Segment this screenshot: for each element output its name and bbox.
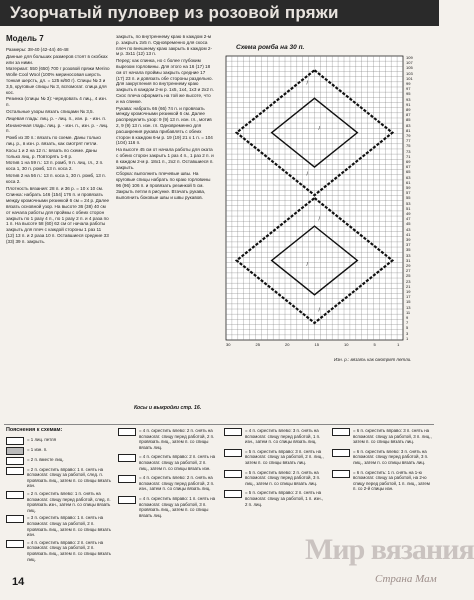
cross-left-symbol-icon <box>224 470 242 478</box>
row-number: 15 <box>406 299 411 305</box>
row-number: 85 <box>406 117 411 123</box>
legend-item: = 2 п. скрестить влево: 1 п. снять на вспомогат. спицу перед работой, след. п. провязать изн., затем п. со спицы вязать лиц. <box>6 491 114 513</box>
legend-item: = 1 изн. п. <box>6 447 114 455</box>
watermark-logo <box>305 533 474 595</box>
row-number: 81 <box>406 127 411 133</box>
row-number: 9 <box>406 315 409 320</box>
row-number: 83 <box>406 122 411 128</box>
row-number: 7 <box>406 320 409 326</box>
row-number: 57 <box>406 190 411 196</box>
row-number: 79 <box>406 133 411 138</box>
chart-title: Схема ромба на 30 п. <box>236 44 305 51</box>
cross-left-symbol-icon <box>224 428 242 436</box>
column-number: 20 <box>285 342 290 347</box>
legend-item: = 6 п. скрестить: 1 п. снять на 1-ю вспомогат. спицу за работой, на 2-ю спицу перед работой, 1 п. лиц., затем п. со 2-й спицы изн. <box>332 470 434 492</box>
row-number: 11 <box>406 309 411 315</box>
column-number: 15 <box>314 342 319 347</box>
legend-item: = 4 п. скрестить вправо: 1 п. снять на вспомогат. спицу за работой, 3 п. провязать лиц., затем п. со спицы вязать лиц. <box>118 496 216 518</box>
left-text-column <box>6 34 110 415</box>
row-number: 61 <box>406 179 411 185</box>
paragraph: На высоте 45 см от начала работы для оката с обеих сторон закрыть 1 раз 4 п., 1 раз 2 п. и в каждом 2-м р. 18х1 п., 2х2 п. Оставшиеся п. закрыть. <box>116 147 214 170</box>
page-number: 14 <box>12 576 25 588</box>
paragraph: Остальные узоры вязать спицами № 3,5. <box>6 108 94 114</box>
row-number: 39 <box>406 237 411 242</box>
row-number: 37 <box>406 242 411 248</box>
paragraph: Рукава: набрать 66 (66) 74 п. и провязать между кромочными резинкой 6 см. Далее распределить узор: 9 (9) 13 п. изн. гл., мотив 2, 9 (9) 13 п. изн. гл. Одновременно для расширения рукава прибавлять с обеих сторон в каждом 6-м р. 19 (19) 21 х 1 п. = 104 (104) 116 п. <box>116 105 213 146</box>
row-number: 17 <box>406 294 411 300</box>
patterns-reference-caption: Косы и выкройки стр. 16. <box>134 405 202 411</box>
cross-left-symbol-icon <box>118 428 136 436</box>
cross-right-symbol-icon <box>224 449 242 457</box>
row-number: 93 <box>406 96 411 102</box>
paragraph: закрыть, по внутреннему краю в каждом 2-м р. закрыть 2х5 п. Одновременно для скоса плеч по внешнему краю закрыть в каждом 2-м р. 3х11 (12) 13 п. <box>116 34 213 57</box>
cross-right-symbol-icon <box>6 467 24 475</box>
watermark-subtitle: Страна Мам <box>375 573 437 585</box>
paragraph: Косы 1 и 2 на 12 п.: вязать по схеме. Даны только лиц. р. Повторять 1-8 р. <box>6 147 98 159</box>
paragraph: Перед: как спинка, но с более глубоким вырезом горловины. Для этого на 16 (17) 18 см от начала проймы закрыть средние 17 (17) 23 п. и довязать обе стороны раздельно. Для закругления по внутреннему краю закрыть в каждом 2-м р. 1х5, 1х4, 1х3 и 2х2 п. Скос плеча оформить на той же высоте, что и на спинке. <box>116 58 214 104</box>
paragraph: Сборка: выполнить плечевые швы. На круговые спицы набрать по краю горловины 96 (96) 106 п. и провязать резинкой 5 см. Закрыть петли в рисунке. Втачать рукава, выполнить боковые швы и швы рукавов. <box>116 171 211 200</box>
paragraph: Резинка (спицы № 3): чередовать 4 лиц., 4 изн. п. <box>6 96 108 108</box>
row-number: 45 <box>406 221 411 227</box>
column-number: 30 <box>226 342 231 347</box>
row-number: 69 <box>406 159 411 164</box>
stitch-symbol: / <box>318 216 320 223</box>
legend-column-4 <box>332 428 434 538</box>
cross-right-symbol-icon <box>118 496 136 504</box>
legend-item: = 1 лиц. петля <box>6 437 114 445</box>
stitch-symbol: / <box>306 262 308 269</box>
cross-left-symbol-icon <box>118 475 136 483</box>
row-number: 89 <box>406 107 411 112</box>
legend-item: = 2 п. вместе лиц. <box>6 457 114 465</box>
row-number: 3 <box>406 330 409 336</box>
row-number: 43 <box>406 226 411 232</box>
legend-column-2 <box>118 428 216 588</box>
row-number: 29 <box>406 263 411 268</box>
cross-left-symbol-icon <box>6 491 24 499</box>
knit-symbol-icon <box>6 437 24 445</box>
row-number: 101 <box>406 75 413 81</box>
cross-left-symbol-icon <box>332 449 350 457</box>
row-number: 55 <box>406 195 411 201</box>
paragraph: Данные для больших размеров стоят в скобках или за ними. <box>6 53 108 65</box>
legend <box>6 428 114 593</box>
header-banner <box>0 0 439 26</box>
knitting-chart-grid <box>226 56 403 340</box>
row-number: 21 <box>406 283 411 289</box>
row-number: 25 <box>406 273 411 279</box>
column-number: 1 <box>397 342 400 347</box>
legend-item: = 4 п. скрестить вправо: 2 п. снять на вспомогат. спицу за работой, 2 п. провязать лиц., затем п. со спицы вязать лиц. <box>6 540 114 562</box>
row-number: 105 <box>406 65 413 71</box>
row-number: 73 <box>406 148 411 154</box>
stitch-symbol: / <box>318 307 320 314</box>
row-number: 53 <box>406 200 411 206</box>
legend-item: = 2 п. скрестить вправо: 1 п. снять на вспомогат. спицу за работой, след. п. провязать лиц., затем п. со спицы вязать изн. <box>6 467 114 489</box>
paragraph: Лицевая гладь: лиц. р. - лиц. п., изн. р. - изн. п. <box>6 115 107 121</box>
column-number: 10 <box>344 342 349 347</box>
paragraph: Ромб из 30 п.: вязать по схеме. Даны только лиц. р., в изн. р. вязать, как смотрят петли. <box>6 135 101 146</box>
row-number: 27 <box>406 268 411 274</box>
row-number: 103 <box>406 70 413 76</box>
chart-note: Изн. р.: вязать как смотрят петли. <box>334 357 412 362</box>
page-title: Узорчатый пуловер из розовой пряжи <box>10 3 339 22</box>
stitch-symbol: / <box>318 125 320 132</box>
row-number: 5 <box>406 325 409 331</box>
column-number: 5 <box>373 342 376 347</box>
divider <box>4 424 434 425</box>
row-number: 71 <box>406 153 411 159</box>
cross-right-symbol-icon <box>6 540 24 548</box>
chart-column-numbers <box>226 342 403 352</box>
cross-right-symbol-icon <box>6 515 24 523</box>
row-number: 49 <box>406 211 411 216</box>
cross-right-symbol-icon <box>118 454 136 462</box>
paragraph: Плотность вязания: 28 п. и 36 р. = 10 х 10 см. <box>6 185 104 191</box>
purl-symbol-icon <box>6 447 24 455</box>
row-number: 41 <box>406 231 411 237</box>
row-number: 23 <box>406 278 411 284</box>
middle-text-column <box>116 34 214 415</box>
row-number: 19 <box>406 289 411 294</box>
legend-title: Пояснения к схемам: <box>6 427 63 433</box>
paragraph: Материал: 550 (650) 700 г розовой пряжи Merino Wolle Cool Wool (100% мериносовая шерсть тонкая шерсть, дл. = 125 м/50 г). Спицы № 3 и 3,5, круговые спицы № 3, вспомогат. спица для кос. <box>6 66 110 95</box>
paragraph: Мотив 1 на 59 п.: 13 п. ромб, 9 п. лиц. гл., 2 п. коса 1, 30 п. ромб, 13 п. коса 2. <box>6 160 104 172</box>
legend-item: = 6 п. скрестить вправо: 3 п. снять на вспомогат. спицу за работой, 3 п. лиц., затем п. со спицы вязать лиц. <box>332 428 434 445</box>
row-number: 99 <box>406 81 411 86</box>
column-number: 25 <box>255 342 260 347</box>
row-number: 59 <box>406 185 411 190</box>
row-number: 1 <box>406 335 409 341</box>
legend-item: = 4 п. скрестить вправо: 2 п. снять на вспомогат. спицу за работой, 2 п. лиц., затем п. со спицы вязать изн. <box>118 454 216 471</box>
legend-item: = 6 п. скрестить влево: 3 п. снять на вспомогат. спицу перед работой, 3 п. лиц., затем п. со спицы вязать лиц. <box>332 449 434 466</box>
row-number: 35 <box>406 247 411 253</box>
row-number: 63 <box>406 174 411 180</box>
row-number: 77 <box>406 138 411 144</box>
paragraph: Спинка: набрать 146 (154) 176 п. и провязать между кромочными резинкой 6 см = 24 р. Далее вязать основной узор. На высоте 36 (38) 40 см от начала работы для проймы с обеих сторон закрыть по 1 разу 4 п., по 1 разу 2 п. и 4 раза по 1 п. На высоте 58 (60) 62 см от начала работы закрыть для плеч с каждой стороны 1 раз 11 (12) 13 п. и 2 раза 10 п. Оставшиеся средние 33 (33) 39 п. закрыть. <box>6 192 110 244</box>
legend-item: = 4 п. скрестить влево: 2 п. снять на вспомогат. спицу перед работой, 2 п. изн., затем п. со спицы вязать лиц. <box>118 475 216 492</box>
row-number: 51 <box>406 205 411 211</box>
row-number: 65 <box>406 169 411 175</box>
watermark-title: Мир вязания <box>305 533 474 566</box>
row-number: 95 <box>406 91 411 97</box>
cross-right-symbol-icon <box>332 428 350 436</box>
k2tog-symbol-icon <box>6 457 24 465</box>
row-number: 13 <box>406 304 411 310</box>
paragraph: Изнаночная гладь: лиц. р. - изн. п., изн. р. - лиц. п. <box>6 122 109 134</box>
cross-right-symbol-icon <box>224 490 242 498</box>
paragraph: Мотив 2 на 56 п.: 13 п. коса 1, 30 п. ромб, 13 п. коса 2. <box>6 172 106 184</box>
row-number: 97 <box>406 86 411 92</box>
paragraph: Размеры: 38-40 (42-44) 46-48 <box>6 47 69 52</box>
legend-item: = 5 п. скрестить влево: 2 п. снять на вспомогат. спицу перед работой, 3 п. лиц., затем п. со спицы вязать лиц. <box>224 470 326 487</box>
row-number: 109 <box>406 55 413 60</box>
row-number: 87 <box>406 112 411 118</box>
row-number: 47 <box>406 216 411 222</box>
legend-item: = 3 п. скрестить вправо: 1 п. снять на вспомогат. спицу за работой, 2 п. провязать лиц., затем п. со спицы вязать изн. <box>6 515 114 537</box>
knitting-chart <box>226 56 403 340</box>
model-title: Модель 7 <box>6 34 44 43</box>
chart-row-numbers <box>404 55 436 341</box>
legend-item: = 4 п. скрестить влево: 2 п. снять на вспомогат. спицу перед работой, 2 п. провязать лиц., затем п. со спицы вязать лиц. <box>118 428 216 450</box>
legend-item: = 5 п. скрестить вправо: 2 п. снять на вспомогат. спицу за работой, 1 п. изн., 2 п. лиц. <box>224 490 326 507</box>
row-number: 107 <box>406 60 413 66</box>
row-number: 67 <box>406 164 411 170</box>
cross-symbol-icon <box>332 470 350 478</box>
legend-item: = 4 п. скрестить влево: 3 п. снять на вспомогат. спицу перед работой, 1 п. изн., затем п. со спицы вязать лиц. <box>224 428 326 445</box>
row-number: 91 <box>406 101 411 107</box>
row-number: 31 <box>406 257 411 263</box>
legend-item: = 5 п. скрестить вправо: 3 п. снять на вспомогат. спицу за работой, 2 п. лиц., затем п. со спицы вязать лиц. <box>224 449 326 466</box>
row-number: 75 <box>406 143 411 149</box>
stitch-symbol: / <box>306 171 308 178</box>
stitch-symbol: / <box>306 80 308 87</box>
row-number: 33 <box>406 252 411 258</box>
